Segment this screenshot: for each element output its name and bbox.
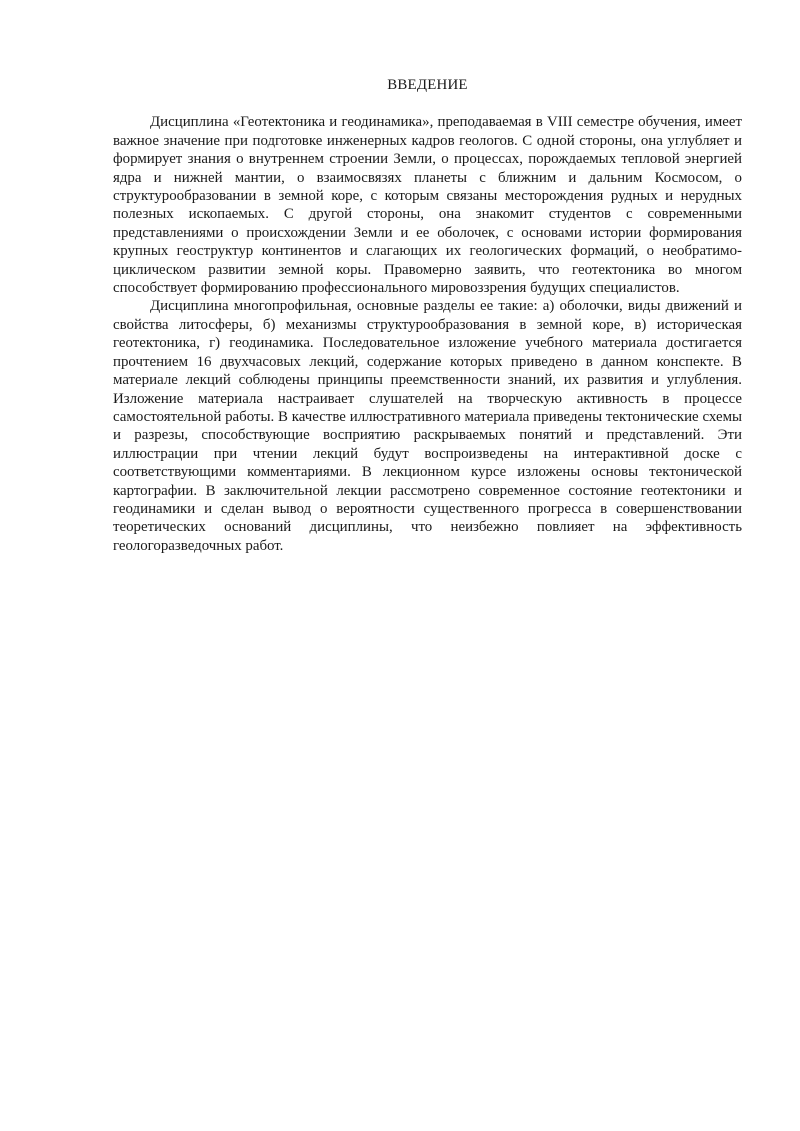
section-title: ВВЕДЕНИЕ	[387, 77, 468, 93]
document-body	[113, 76, 742, 555]
paragraph-1: Дисциплина «Геотектоника и геодинамика», преподаваемая в VIII семестре обучения, имеет важное значение при подготовке инженерных кадров геологов. С одной стороны, она углубляет и формирует знания о внутреннем строении Земли, о процессах, порождаемых тепловой энергией ядра и нижней мантии, о взаимосвязях планеты с ближним и дальним Космосом, о структурообразовании в земной коре, с которым связаны месторождения рудных и нерудных полезных ископаемых. С другой стороны, она знакомит студентов с современными представлениями о происхождении Земли и ее оболочек, с основами истории формирования крупных геоструктур континентов и слагающих их геологических формаций, о необратимо-циклическом развитии земной коры. Правомерно заявить, что геотектоника во многом способствует формированию профессионального мировоззрения будущих специалистов.	[113, 114, 742, 297]
paragraph-2: Дисциплина многопрофильная, основные разделы ее такие: а) оболочки, виды движений и свойства литосферы, б) механизмы структурообразования в земной коре, в) историческая геотектоника, г) геодинамика. Последовательное изложение учебного материала достигается прочтением 16 двухчасовых лекций, содержание которых приведено в данном конспекте. В материале лекций соблюдены принципы преемственности знаний, их развития и углубления. Изложение материала настраивает слушателей на творческую активность в процессе самостоятельной работы. В качестве иллюстративного материала приведены тектонические схемы и разрезы, способствующие восприятию раскрываемых понятий и представлений. Эти иллюстрации при чтении лекций будут воспроизведены на интерактивной доске с соответствующими комментариями. В лекционном курсе изложены основы тектонической картографии. В заключительной лекции рассмотрено современное состояние геотектоники и геодинамики и сделан вывод о вероятности существенного прогресса в совершенствовании теоретических оснований дисциплины, что неизбежно повлияет на эффективность геологоразведочных работ.	[113, 298, 742, 554]
